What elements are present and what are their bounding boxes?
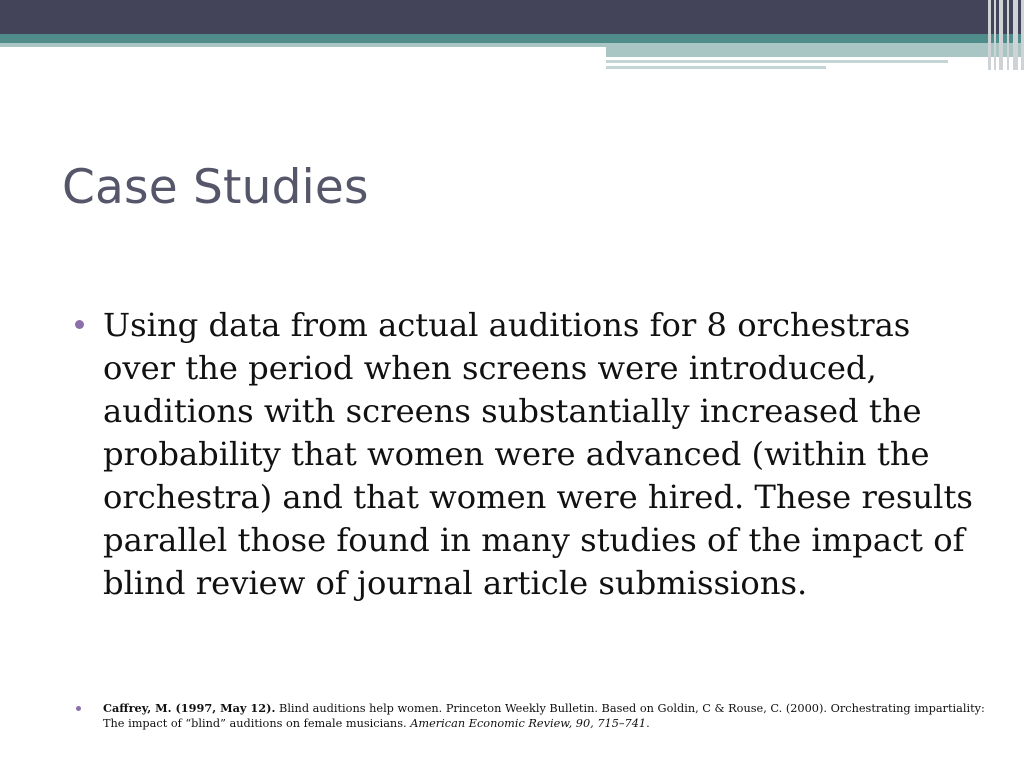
bullet-list [75,304,975,605]
teal-band [0,34,1024,43]
bullet-dot-icon [75,320,84,329]
reference-journal: American Economic Review, 90, 715–741 [410,717,647,730]
accent-bar [606,47,1024,57]
accent-line-short [606,66,826,69]
bullet-item [75,304,975,605]
corner-stripes [988,0,1024,70]
bullet-text: Using data from actual auditions for 8 orchestras over the period when screens were introduced, auditions with screens substantially increased the probability that women were advanced (within the orchestra) and that women were hired. These results parallel those found in many studies of the impact of blind review of journal article submissions. [103,306,973,602]
accent-line [606,60,948,63]
reference-text: Blind auditions help women. Princeton Weekly Bulletin. Based on Goldin, C & Rouse, C. (2000). Orchestrating impartiality: The impact of “blind” auditions on female musicians. [103,702,985,730]
bullet-dot-icon [76,706,81,711]
reference-author: Caffrey, M. (1997, May 12). [103,701,276,715]
reference-end: . [646,717,650,730]
slide-title: Case Studies [62,160,369,215]
reference-citation [75,701,1003,731]
top-bar [0,0,1024,34]
